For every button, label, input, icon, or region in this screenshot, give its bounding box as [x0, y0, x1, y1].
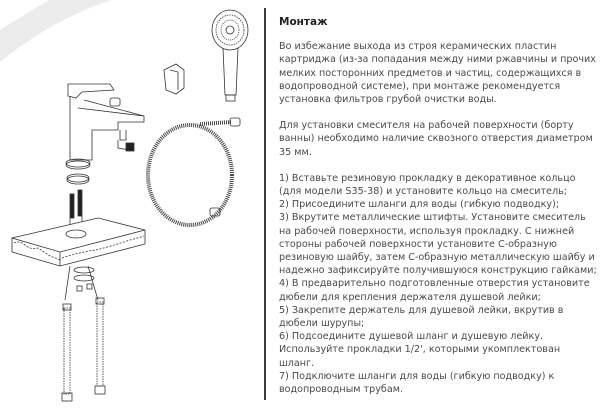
step-item: 5) Закрепите держатель для душевой лейки, вкрутив в дюбели шурупы; [279, 304, 564, 330]
step-item: 4) В предварительно подготовленные отверстия установите дюбели для крепления держателя душевой лейки; [279, 278, 590, 303]
installation-steps [279, 172, 597, 396]
flexible-hoses-icon [62, 298, 105, 401]
installation-diagram [0, 0, 265, 408]
shower-head-icon [212, 10, 248, 101]
shower-hose-icon [148, 118, 240, 225]
filter-recommendation-paragraph: Во избежание выхода из строя керамических пластин картриджа (из-за попадания между ними ржавчины и прочих мелких посторонних предметов и частиц, содержащихся в водопроводной системе), при монтаже рекомендуется установка фильтров грубой очистки воды. [279, 41, 596, 106]
instructions-column [279, 16, 597, 396]
countertop-icon [12, 218, 145, 266]
step-item: 1) Вставьте резиновую прокладку в декоративное кольцо (для модели S35-38) и установите кольцо на смеситель; [279, 172, 576, 198]
gasket-rings-icon [66, 159, 90, 184]
hole-diameter-paragraph: Для установки смесителя на рабочей поверхности (борту ванны) необходимо наличие сквозного отверстия диаметром 35 мм. [279, 120, 593, 158]
column-divider [264, 8, 266, 400]
section-title: Монтаж [279, 16, 328, 28]
step-item: 6) Подсоедините душевой шланг и душевую лейку. Используйте прокладки 1/2', которыми укомплектован шланг. [279, 331, 561, 369]
step-item: 2) Присоедините шланги для воды (гибкую подводку); [279, 199, 560, 211]
c-washers-icon [65, 266, 98, 300]
step-item: 3) Вкрутите металлические штифты. Установите смеситель на рабочей поверхности, используя прокладку. С нижней стороны рабочей поверхности установите С-образную резиновую шайбу, затем С-образную металлическую шайбу и надежно зафиксируйте получившуюся конструкцию гайками; [279, 212, 597, 277]
faucet-icon [68, 84, 144, 160]
step-item: 7) Подключите шланги для воды (гибкую подводку) к водопроводным трубам. [279, 370, 555, 396]
shower-holder-icon [164, 64, 184, 94]
